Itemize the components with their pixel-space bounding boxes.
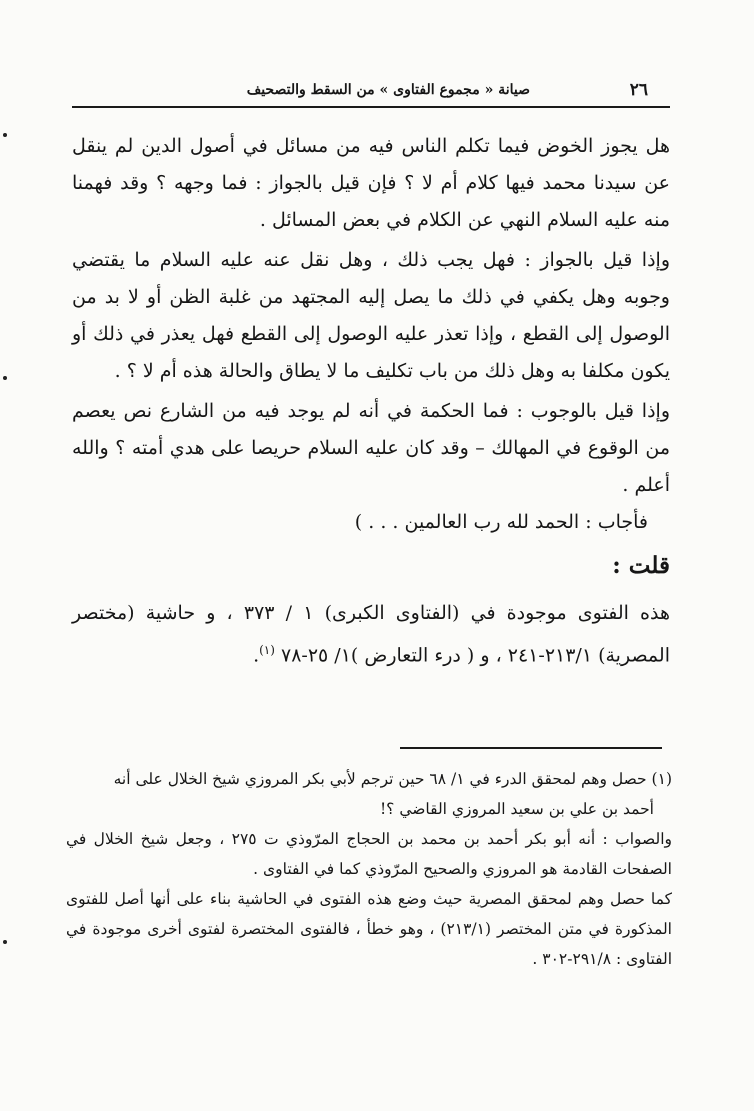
paragraph-answer: فأجاب : الحمد لله رب العالمين . . . )	[354, 511, 648, 533]
page-header	[72, 80, 670, 108]
footnote-marker[interactable]: (١)	[259, 643, 275, 657]
reference-end: .	[253, 644, 260, 667]
running-title: صيانة « مجموع الفتاوى » من السقط والتصحيف	[246, 82, 530, 98]
margin-mark-dot	[3, 133, 7, 137]
footnote-1-line-1: (١) حصل وهم لمحقق الدرء في ١/ ٦٨ حين ترجم لأبي بكر المروزي شيخ الخلال على أنه	[113, 770, 672, 788]
paragraph-question-1: هل يجوز الخوض فيما تكلم الناس فيه من مسائل في أصول الدين لم ينقل عن سيدنا محمد فيها كلام أم لا ؟ فإن قيل بالجواز : فما وجهه ؟ وقد فهمنا منه عليه السلام النهي عن الكلام في بعض المسائل .	[72, 135, 670, 231]
section-heading: قلت :	[612, 552, 670, 579]
footnote-divider	[400, 747, 662, 749]
reference-text: هذه الفتوى موجودة في (الفتاوى الكبرى) ١ / ٣٧٣ ، و حاشية (مختصر المصرية) ٢١٣/١-٢٤١ ، و ( درء التعارض )١/ ٢٥-٧٨	[72, 602, 671, 667]
footnote-1-correction: والصواب : أنه أبو بكر أحمد بن محمد بن الحجاج المرّوذي ت ٢٧٥ ، وجعل شيخ الخلال في الصفحات القادمة هو المروزي والصحيح المرّوذي كما في الفتاوى .	[66, 830, 672, 878]
paragraph-question-2: وإذا قيل بالجواز : فهل يجب ذلك ، وهل نقل عنه عليه السلام ما يقتضي وجوبه وهل يكفي في ذلك ما يصل إليه المجتهد من غلبة الظن أو لا بد من الوصول إلى القطع ، وإذا تعذر عليه الوصول إلى القطع فهل يعذر في ذلك أو يكون مكلفا به وهل ذلك من باب تكليف ما لا يطاق والحالة هذه أم لا ؟ .	[72, 249, 670, 382]
main-text	[72, 128, 670, 674]
paragraph-reference	[72, 595, 670, 674]
paragraph-question-3: وإذا قيل بالوجوب : فما الحكمة في أنه لم يوجد فيه من الشارع نص يعصم من الوقوع في المهالك – وقد كان عليه السلام حريصا على هدي أمته ؟ والله أعلم .	[72, 400, 670, 496]
footnotes	[66, 764, 672, 974]
page-number: ٢٦	[629, 80, 648, 100]
footnote-1-line-2: أحمد بن علي بن سعيد المروزي القاضي ؟!	[379, 800, 654, 818]
margin-mark-dot	[3, 376, 7, 380]
margin-mark-dot	[3, 940, 7, 944]
footnote-1-additional: كما حصل وهم لمحقق المصرية حيث وضع هذه الفتوى في الحاشية بناء على أنها أصل للفتوى المذكورة في متن المختصر (٢١٣/١) ، وهو خطأ ، فالفتوى المختصرة لفتوى أخرى موجودة في الفتاوى : ٢٩١/٨-٣٠٢ .	[66, 890, 672, 968]
